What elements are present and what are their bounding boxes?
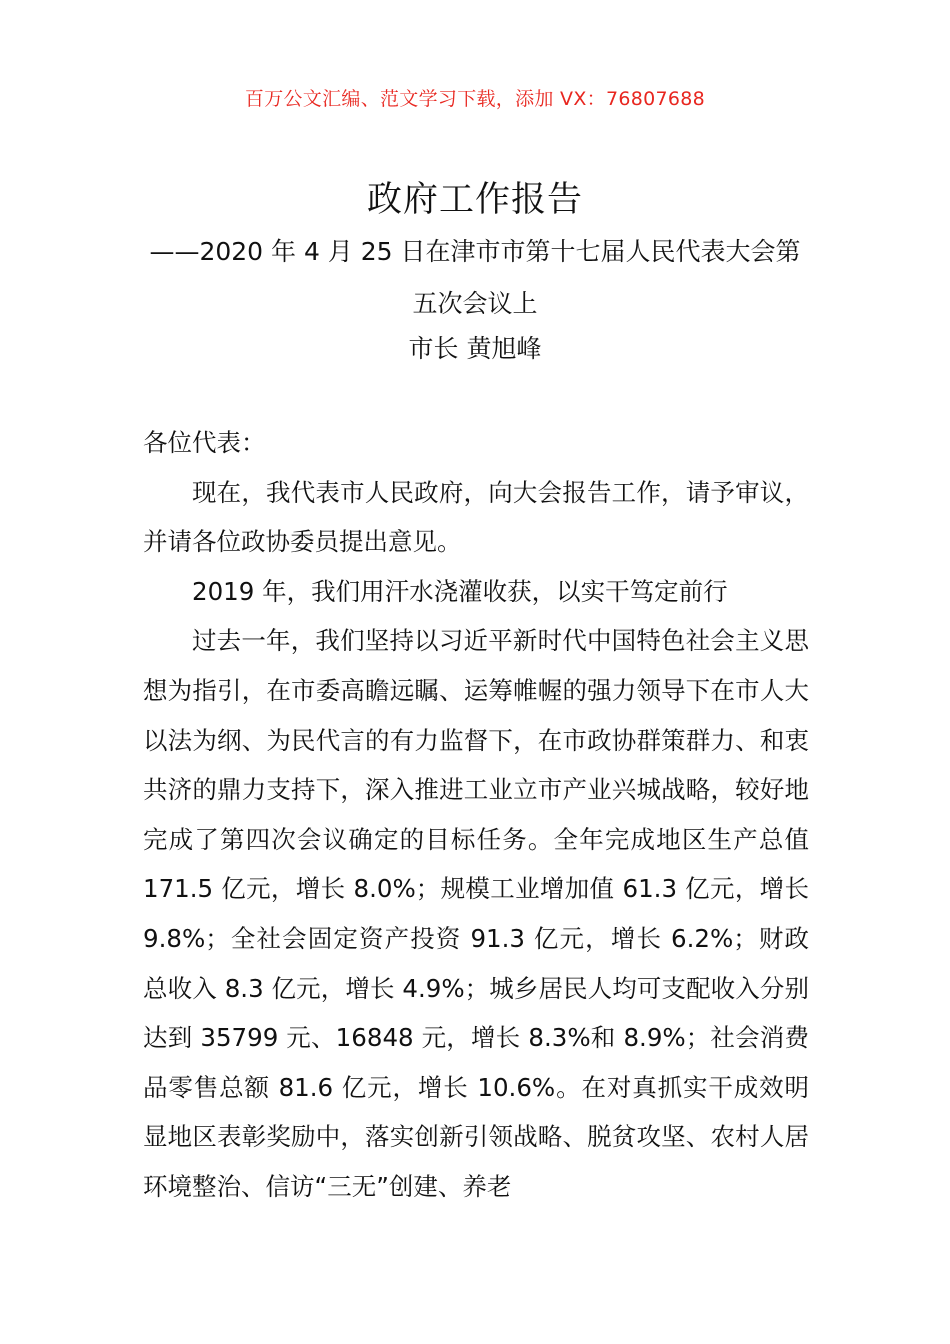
report-body bbox=[143, 418, 809, 1212]
paragraph-heading-2019: 2019 年，我们用汗水浇灌收获，以实干笃定前行 bbox=[192, 576, 728, 606]
paragraph-opening: 现在，我代表市人民政府，向大会报告工作，请予审议，并请各位政协委员提出意见。 bbox=[143, 477, 809, 557]
salutation: 各位代表： bbox=[143, 428, 266, 457]
report-author: 市长 黄旭峰 bbox=[408, 334, 542, 363]
report-subtitle: ——2020 年 4 月 25 日在津市市第十七届人民代表大会第五次会议上 bbox=[149, 237, 801, 318]
download-banner: 百万公文汇编、范文学习下载，添加 VX：76807688 bbox=[244, 88, 706, 110]
paragraph-review: 过去一年，我们坚持以习近平新时代中国特色社会主义思想为指引，在市委高瞻远瞩、运筹帷幄的强力领导下在市人大以法为纲、为民代言的有力监督下，在市政协群策群力、和衷共济的鼎力支持下，深入推进工业立市产业兴城战略，较好地完成了第四次会议确定的目标任务。全年完成地区生产总值 171.5 亿元，增长 8.0%；规模工业增加值 61.3 亿元，增长 9.8%；全社会固定资产投资 91.3 亿元，增长 6.2%；财政总收入 8.3 亿元，增长 4.9%；城乡居民人均可支配收入分别达到 35799 元、16848 元，增长 8.3%和 8.9%；社会消费品零售总额 81.6 亿元，增长 10.6%。在对真抓实干成效明显地区表彰奖励中，落实创新引领战略、脱贫攻坚、农村人居环境整治、信访“三无”创建、养老 bbox=[143, 626, 809, 1201]
report-title: 政府工作报告 bbox=[366, 180, 583, 220]
